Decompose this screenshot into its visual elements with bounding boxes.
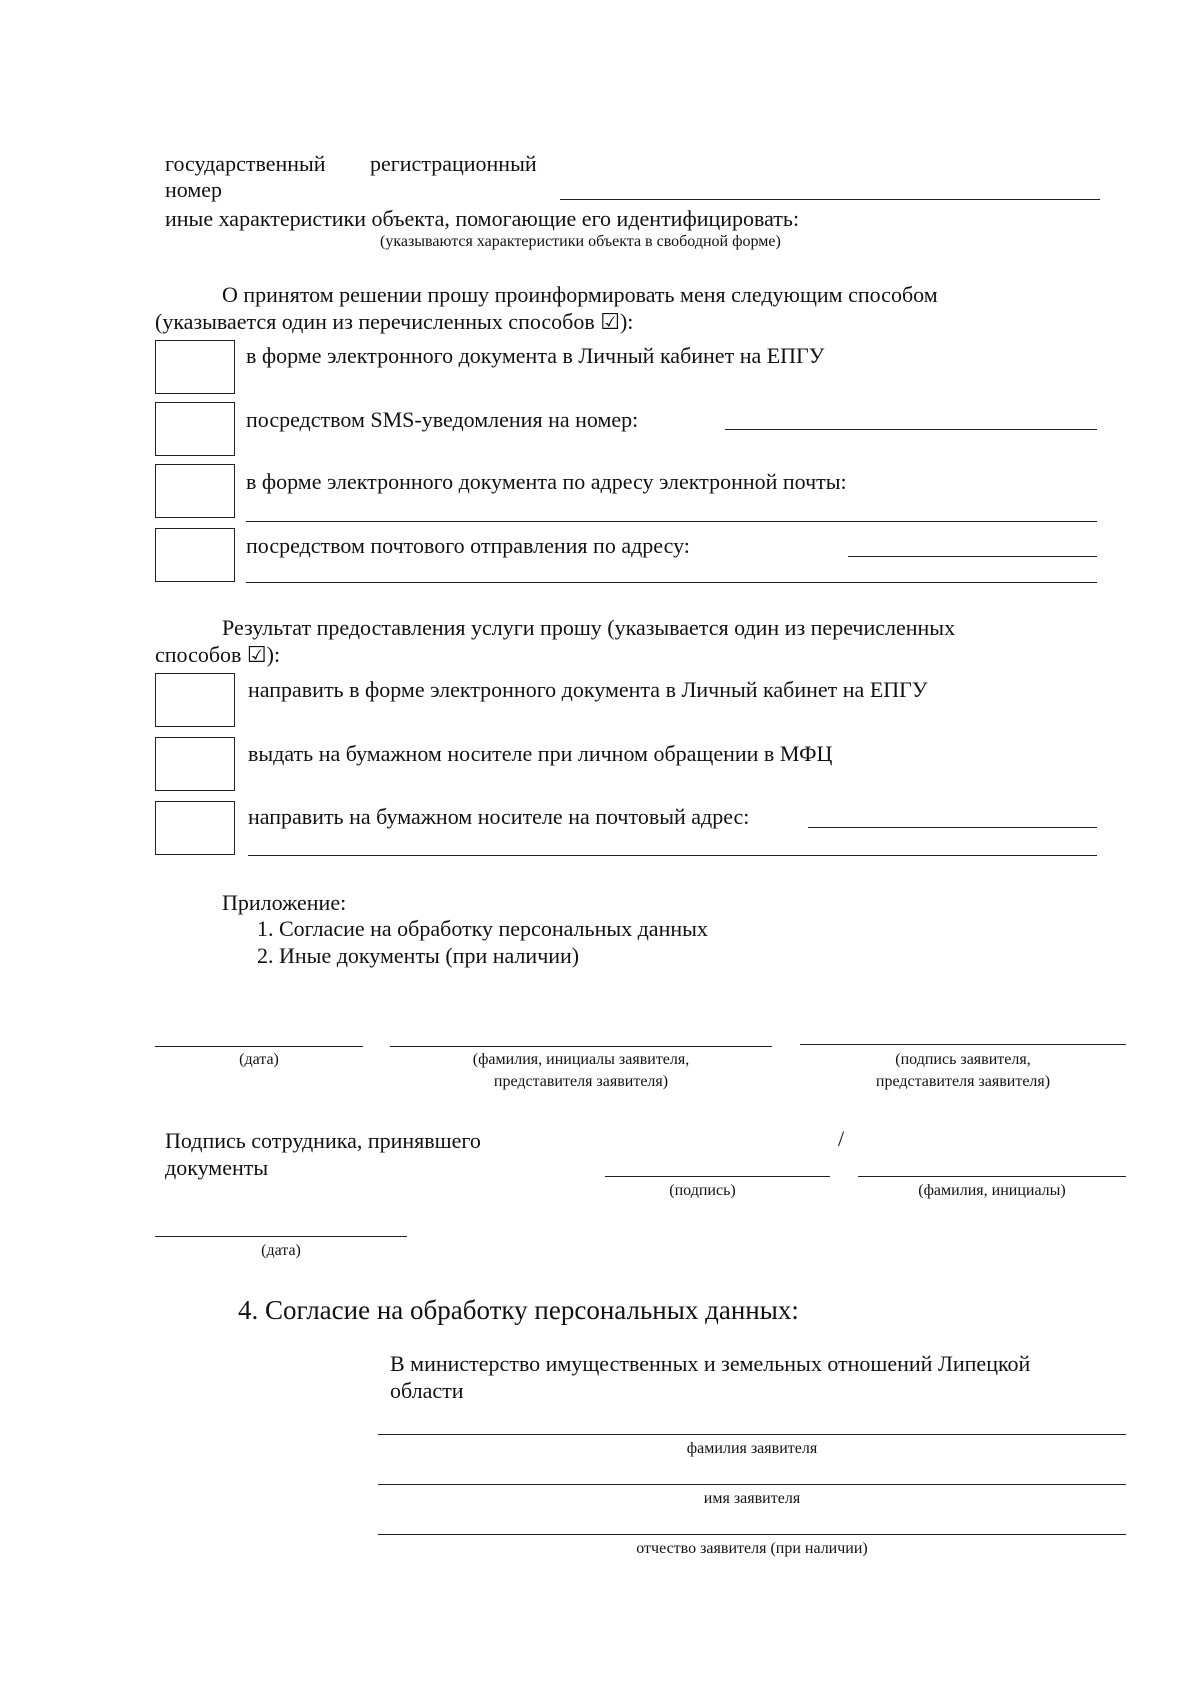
notify-intro-2: (указывается один из перечисленных способов ☑): xyxy=(155,309,634,334)
notify-option-post: посредством почтового отправления по адресу: xyxy=(246,533,690,558)
notify-checkbox-sms[interactable] xyxy=(155,402,235,456)
result-intro-1: Результат предоставления услуги прошу (указывается один из перечисленных xyxy=(222,615,956,640)
sms-number-field[interactable] xyxy=(725,429,1097,430)
post-address-field-1[interactable] xyxy=(848,556,1097,557)
result-post-address-field-1[interactable] xyxy=(808,827,1097,828)
date-caption: (дата) xyxy=(239,1051,279,1068)
employee-signature-caption: (подпись) xyxy=(669,1182,736,1199)
reg-number-label-2: регистрационный xyxy=(370,151,537,176)
patronymic-field[interactable] xyxy=(378,1534,1126,1535)
employee-slash: / xyxy=(838,1126,845,1151)
notify-checkbox-email[interactable] xyxy=(155,464,235,518)
date-field[interactable] xyxy=(155,1046,363,1047)
applicant-name-caption-1: (фамилия, инициалы заявителя, xyxy=(472,1051,690,1068)
notify-option-email: в форме электронного документа по адресу электронной почты: xyxy=(246,469,847,494)
other-chars-hint: (указываются характеристики объекта в свободной форме) xyxy=(380,233,781,250)
attachments-title: Приложение: xyxy=(222,890,347,915)
reg-number-label-3: номер xyxy=(165,177,223,202)
first-name-caption: имя заявителя xyxy=(703,1490,801,1507)
other-chars-label: иные характеристики объекта, помогающие его идентифицировать: xyxy=(165,206,800,231)
email-field[interactable] xyxy=(246,521,1097,522)
result-intro-2: способов ☑): xyxy=(155,642,281,667)
employee-date-caption: (дата) xyxy=(261,1242,301,1259)
applicant-name-caption-2: представителя заявителя) xyxy=(493,1073,669,1090)
applicant-signature-field[interactable] xyxy=(800,1044,1126,1045)
post-address-field-2[interactable] xyxy=(246,582,1097,583)
applicant-name-field[interactable] xyxy=(390,1046,772,1047)
result-option-epgu: направить в форме электронного документа в Личный кабинет на ЕПГУ xyxy=(248,677,928,702)
result-checkbox-epgu[interactable] xyxy=(155,673,235,727)
notify-intro-1: О принятом решении прошу проинформировать меня следующим способом xyxy=(222,282,938,307)
consent-addressee-1: В министерство имущественных и земельных отношений Липецкой xyxy=(390,1351,1031,1376)
result-checkbox-post[interactable] xyxy=(155,801,235,855)
patronymic-caption: отчество заявителя (при наличии) xyxy=(636,1540,868,1557)
result-post-address-field-2[interactable] xyxy=(248,855,1097,856)
employee-name-caption: (фамилия, инициалы) xyxy=(918,1182,1066,1199)
consent-addressee-2: области xyxy=(390,1378,464,1403)
notify-checkbox-post[interactable] xyxy=(155,528,235,582)
consent-heading: 4. Согласие на обработку персональных данных: xyxy=(238,1295,799,1325)
surname-field[interactable] xyxy=(378,1434,1126,1435)
applicant-signature-caption-2: представителя заявителя) xyxy=(875,1073,1051,1090)
employee-name-field[interactable] xyxy=(858,1176,1126,1177)
notify-checkbox-epgu[interactable] xyxy=(155,340,235,394)
first-name-field[interactable] xyxy=(378,1484,1126,1485)
reg-number-label-1: государственный xyxy=(165,151,326,176)
notify-option-sms: посредством SMS-уведомления на номер: xyxy=(246,407,639,432)
employee-label-2: документы xyxy=(165,1155,269,1180)
attachment-item: 1. Согласие на обработку персональных данных xyxy=(257,916,708,941)
employee-label-1: Подпись сотрудника, принявшего xyxy=(165,1128,481,1153)
employee-date-field[interactable] xyxy=(155,1236,407,1237)
attachment-item: 2. Иные документы (при наличии) xyxy=(257,943,580,968)
notify-option-epgu: в форме электронного документа в Личный кабинет на ЕПГУ xyxy=(246,343,825,368)
result-option-mfc: выдать на бумажном носителе при личном обращении в МФЦ xyxy=(248,741,833,766)
result-option-post: направить на бумажном носителе на почтовый адрес: xyxy=(248,804,750,829)
reg-number-field[interactable] xyxy=(560,199,1100,200)
result-checkbox-mfc[interactable] xyxy=(155,737,235,791)
employee-signature-field[interactable] xyxy=(605,1176,830,1177)
surname-caption: фамилия заявителя xyxy=(686,1440,818,1457)
applicant-signature-caption-1: (подпись заявителя, xyxy=(895,1051,1031,1068)
